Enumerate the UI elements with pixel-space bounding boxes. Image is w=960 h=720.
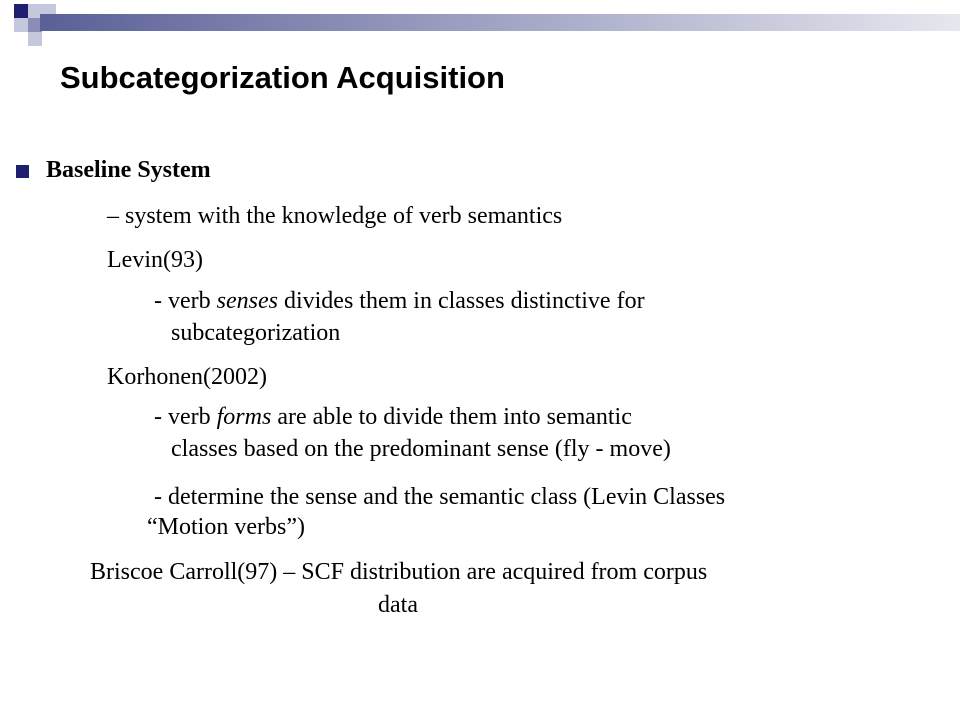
text-system-knowledge: – system with the knowledge of verb semantics bbox=[107, 203, 563, 229]
text-korhonen-forms bbox=[154, 402, 632, 432]
kor-forms-post: are able to divide them into semantic bbox=[271, 404, 632, 430]
kor-forms-pre: - verb bbox=[154, 404, 217, 430]
text-predominant-sense: classes based on the predominant sense (fly - move) bbox=[171, 436, 671, 462]
text-levin: Levin(93) bbox=[107, 247, 203, 273]
corner-square-1 bbox=[14, 4, 28, 18]
corner-square-5 bbox=[28, 32, 42, 46]
slide-title: Subcategorization Acquisition bbox=[60, 60, 505, 95]
text-data: data bbox=[378, 592, 418, 618]
bullet-square-icon bbox=[16, 165, 29, 178]
levin-senses-pre: - verb bbox=[154, 288, 217, 314]
text-korhonen: Korhonen(2002) bbox=[107, 364, 267, 390]
text-determine-sense: - determine the sense and the semantic class (Levin Classes bbox=[154, 484, 726, 510]
levin-senses-post: divides them in classes distinctive for bbox=[277, 288, 645, 314]
text-motion-verbs: “Motion verbs”) bbox=[147, 514, 305, 540]
header-gradient-bar bbox=[40, 14, 960, 31]
text-subcategorization: subcategorization bbox=[171, 320, 341, 346]
text-briscoe-carroll: Briscoe Carroll(97) – SCF distribution are acquired from corpus bbox=[90, 559, 708, 585]
text-levin-senses bbox=[154, 286, 645, 316]
levin-senses-emphasis: senses bbox=[216, 288, 278, 314]
corner-square-3 bbox=[14, 18, 28, 32]
kor-forms-emphasis: forms bbox=[216, 404, 272, 430]
bullet-baseline-system: Baseline System bbox=[46, 157, 211, 183]
